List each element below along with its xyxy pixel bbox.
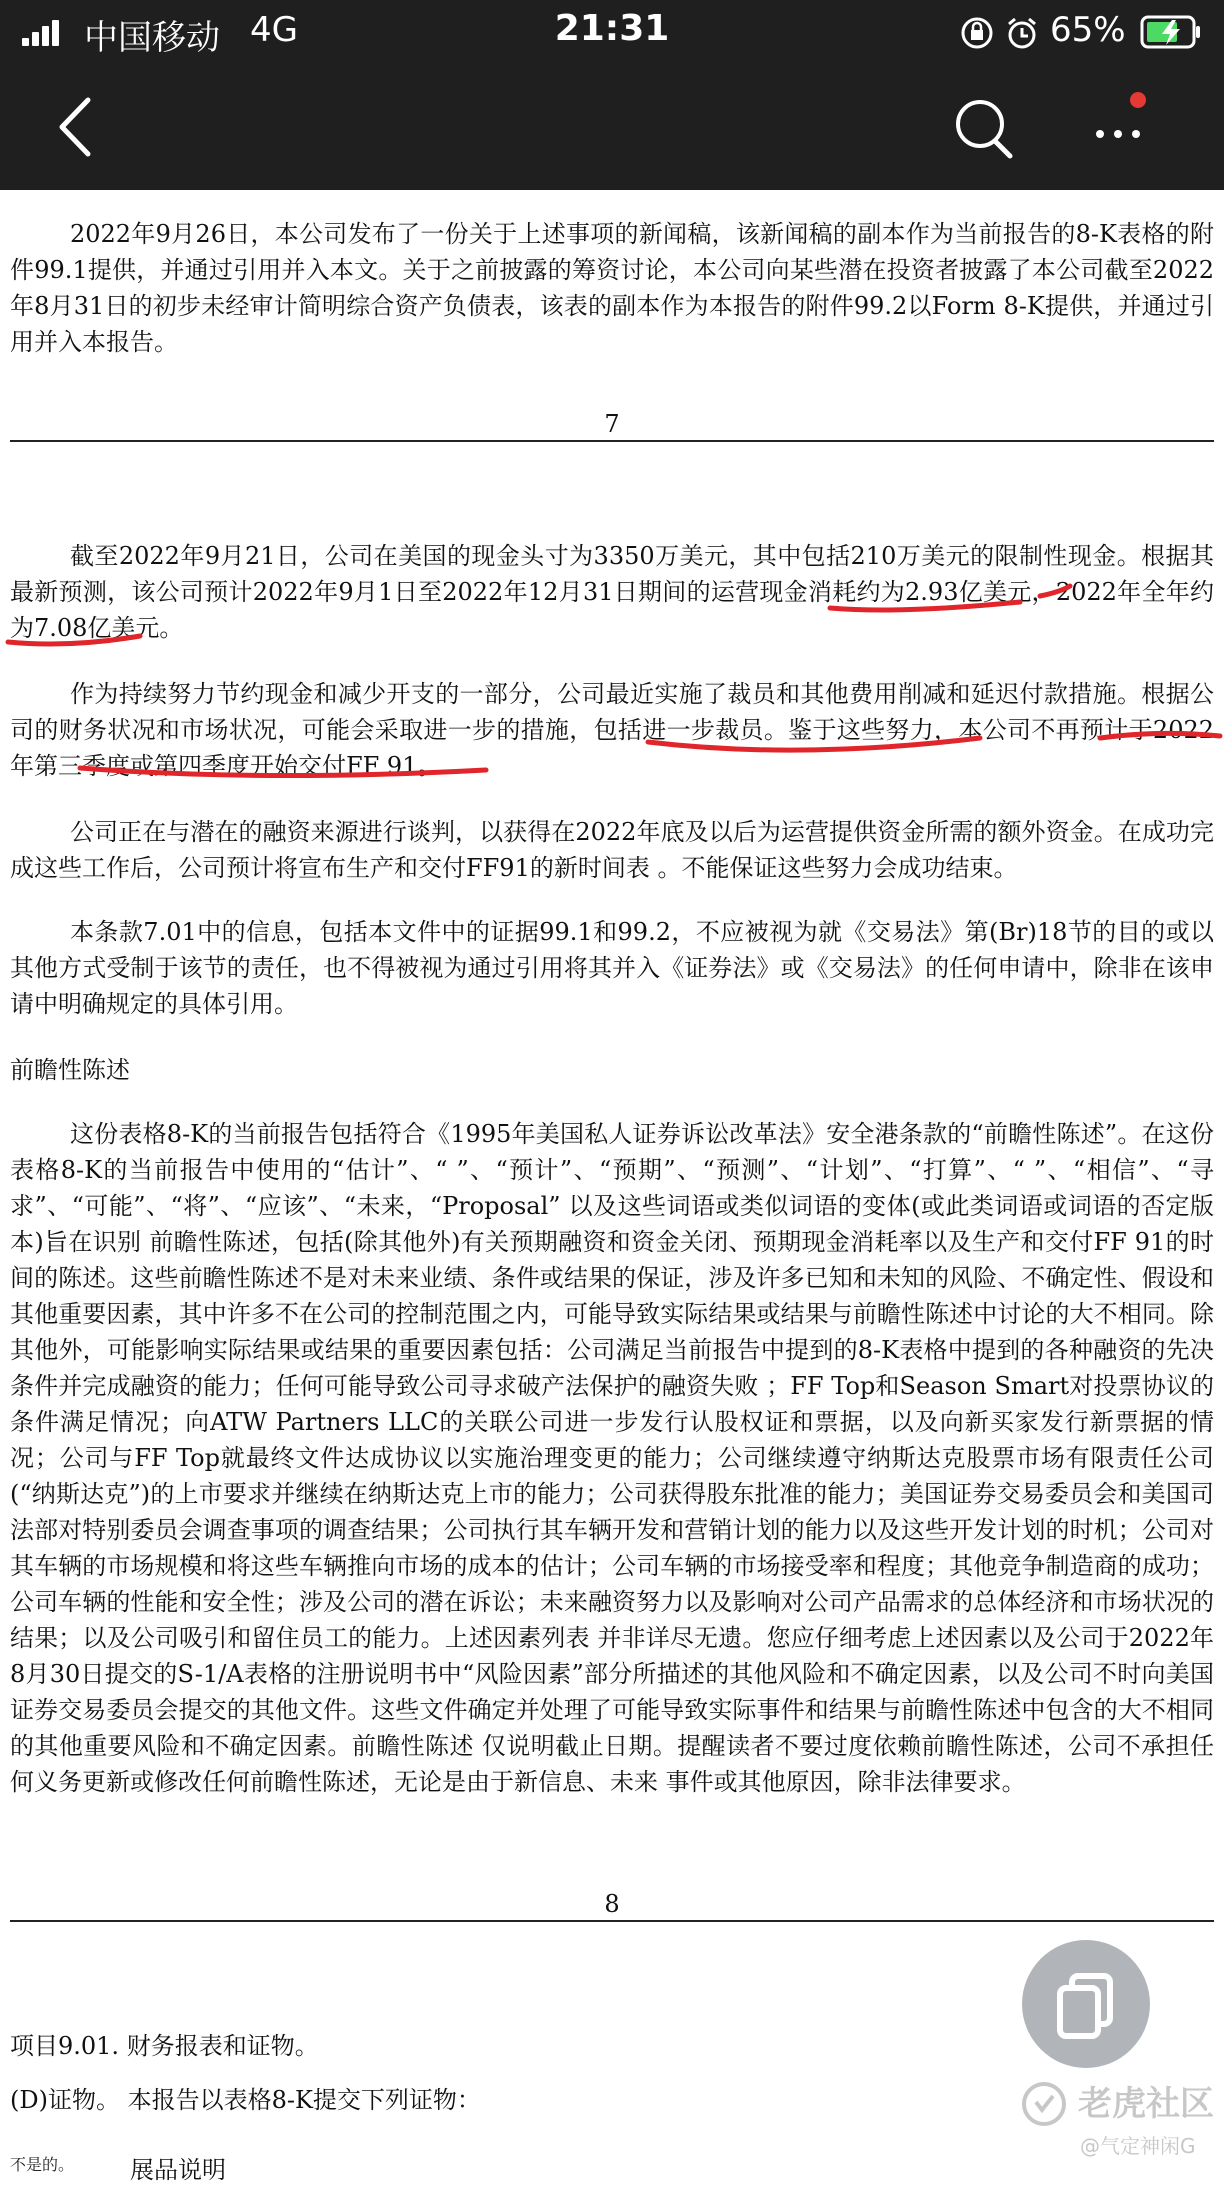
- rotation-lock-icon: [960, 16, 994, 50]
- notification-dot: [1130, 92, 1146, 108]
- watermark-username: @气定神闲G: [1080, 2134, 1196, 2158]
- top-bar: [0, 0, 1224, 190]
- paragraph-cost-reduction: 作为持续努力节约现金和减少开支的一部分，公司最近实施了裁员和其他费用削减和延迟付款措施。根据公司的财务状况和市场状况，可能会采取进一步的措施，包括进一步裁员。鉴于这些努力，本公司不再预计于2022年第三季度或第四季度开始交付FF 91。: [10, 680, 1214, 780]
- watermark-brand: 老虎社区: [1078, 2084, 1214, 2124]
- clock: 21:31: [554, 8, 670, 49]
- paragraph-forward-looking: 这份表格8-K的当前报告包括符合《1995年美国私人证券诉讼改革法》安全港条款的“前瞻性陈述”。在这份表格8-K的当前报告中使用的“估计”、“ ”、“预计”、“预期”、“预测”、“计划”、“打算”、“ ”、“相信”、“寻求”、“可能”、“将”、“应该”、“未来，“Proposal” 以及这些词语或类似词语的变体(或此类词语或词语的否定版本)旨在识别 前瞻性陈述，包括(除其他外)有关预期融资和资金关闭、预期现金消耗率以及生产和交付FF 91的时间的陈述。这些前瞻性陈述不是对未来业绩、条件或结果的保证，涉及许多已知和未知的风险、不确定性、假设和其他重要因素，其中许多不在公司的控制范围之内，可能导致实际结果或结果与前瞻性陈述中讨论的大不相同。除其他外，可能影响实际结果或结果的重要因素包括：公司满足当前报告中提到的8-K表格中提到的各种融资的先决条件并完成融资的能力；任何可能导致公司寻求破产法保护的融资失败 ；FF Top和Season Smart对投票协议的条件满足情况；向ATW Partners LLC的关联公司进一步发行认股权证和票据，以及向新买家发行新票据的情况；公司与FF Top就最终文件达成协议以实施治理变更的能力；公司继续遵守纳斯达克股票市场有限责任公司(“纳斯达克”)的上市要求并继续在纳斯达克上市的能力；公司获得股东批准的能力；美国证券交易委员会和美国司法部对特别委员会调查事项的调查结果；公司执行其车辆开发和营销计划的能力以及这些开发计划的时机；公司对其车辆的市场规模和将这些车辆推向市场的成本的估计；公司车辆的市场接受率和程度；其他竞争制造商的成功；公司车辆的性能和安全性；涉及公司的潜在诉讼；未来融资努力以及影响对公司产品需求的总体经济和市场状况的结果；以及公司吸引和留住员工的能力。上述因素列表 并非详尽无遗。您应仔细考虑上述因素以及公司于2022年8月30日提交的S-1/A表格的注册说明书中“风险因素”部分所描述的其他风险和不确定因素，以及公司不时向美国证券交易委员会提交的其他文件。这些文件确定并处理了可能导致实际事件和结果与前瞻性陈述中包含的大不相同的其他重要风险和不确定因素。前瞻性陈述 仅说明截止日期。提醒读者不要过度依赖前瞻性陈述，公司不承担任何义务更新或修改任何前瞻性陈述，无论是由于新信息、未来 事件或其他原因，除非法律要求。: [10, 1120, 1214, 1796]
- paragraph-cash-position: 截至2022年9月21日，公司在美国的现金头寸为3350万美元，其中包括210万美元的限制性现金。根据其最新预测，该公司预计2022年9月1日至2022年12月31日期间的运营现金消耗约为2.93亿美元，2022年全年约为7.08亿美元。: [10, 542, 1214, 642]
- section-heading: 前瞻性陈述: [10, 1056, 130, 1084]
- status-bar: [0, 0, 1224, 66]
- page-number: 7: [604, 410, 620, 438]
- paragraph-99-1: 2022年9月26日，本公司发布了一份关于上述事项的新闻稿，该新闻稿的副本作为当前报告的8-K表格的附件99.1提供，并通过引用并入本文。关于之前披露的筹资讨论，本公司向某些潜在投资者披露了本公司截至2022年8月31日的初步未经审计简明综合资产负债表，该表的副本作为本报告的附件99.2以Form 8-K提供，并通过引用并入本报告。: [10, 220, 1214, 356]
- search-button[interactable]: [950, 92, 1016, 162]
- network-type: 4G: [250, 10, 298, 50]
- exhibit-number-header: 不是的。: [10, 2155, 75, 2174]
- item-901-heading: 项目9.01. 财务报表和证物。: [10, 2032, 319, 2060]
- carrier-name: 中国移动: [84, 18, 220, 58]
- exhibits-line: (D)证物。 本报告以表格8-K提交下列证物：: [10, 2086, 481, 2114]
- alarm-icon: [1005, 16, 1039, 50]
- page-number: 8: [604, 1890, 620, 1918]
- battery-percentage: 65%: [1050, 10, 1126, 50]
- back-button[interactable]: [48, 92, 108, 162]
- nav-bar: [0, 66, 1224, 190]
- battery-charging-icon: [1140, 14, 1202, 50]
- paragraph-financing: 公司正在与潜在的融资来源进行谈判，以获得在2022年底及以后为运营提供资金所需的额外资金。在成功完成这些工作后，公司预计将宣布生产和交付FF91的新时间表 。不能保证这些努力会成功结束。: [10, 818, 1214, 882]
- page-divider: [10, 440, 1214, 442]
- tiger-logo-icon: [1020, 2080, 1068, 2128]
- page-divider: [10, 1920, 1214, 1922]
- copy-icon: [1022, 1940, 1150, 2068]
- copy-button[interactable]: [1022, 1940, 1150, 2068]
- paragraph-item-701: 本条款7.01中的信息，包括本文件中的证据99.1和99.2，不应被视为就《交易法》第(Br)18节的目的或以其他方式受制于该节的责任，也不得被视为通过引用将其并入《证券法》或《交易法》的任何申请中，除非在该申请中明确规定的具体引用。: [10, 918, 1214, 1018]
- document-page: [0, 190, 1224, 2184]
- exhibit-description-header: 展品说明: [130, 2156, 226, 2184]
- more-button[interactable]: [1080, 86, 1160, 166]
